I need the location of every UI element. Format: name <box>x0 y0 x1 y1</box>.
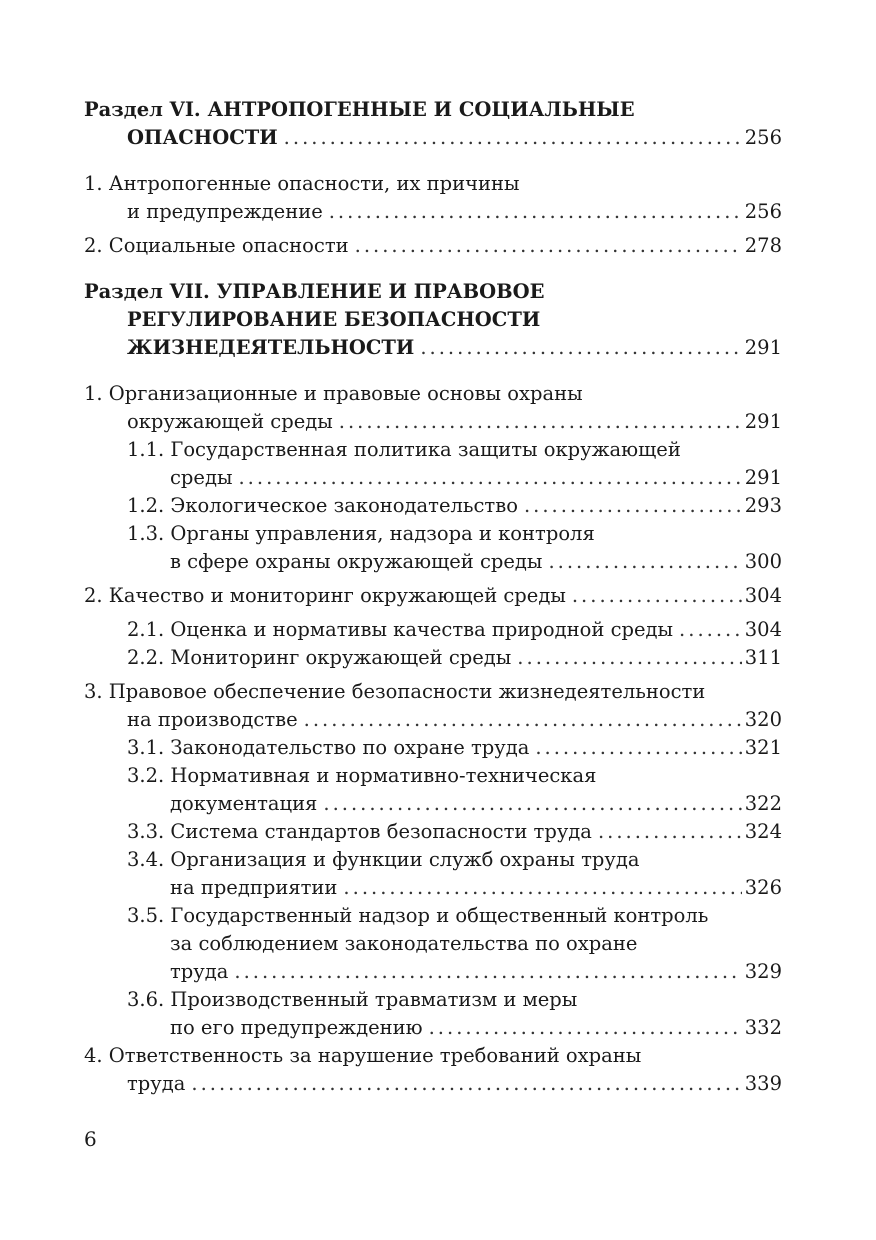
toc-page-number: 256 <box>744 200 782 223</box>
toc-section-vii[interactable] <box>84 278 782 362</box>
toc-line <box>127 734 782 762</box>
toc-page-number: 304 <box>744 584 782 607</box>
toc-line <box>84 170 782 198</box>
dot-leader <box>548 548 741 576</box>
toc-entry[interactable] <box>84 380 782 436</box>
toc-title: 2.1. Оценка и нормативы качества природной среды <box>127 618 674 641</box>
dot-leader <box>524 492 742 520</box>
toc-page-number: 304 <box>744 618 782 641</box>
toc-line <box>84 678 782 706</box>
toc-line <box>127 464 782 492</box>
toc-line <box>84 278 782 306</box>
toc-line <box>127 436 782 464</box>
toc-line <box>84 582 782 610</box>
toc-title: 1.3. Органы управления, надзора и контроля <box>127 522 595 545</box>
toc-page-number: 321 <box>744 736 782 759</box>
toc-title: 3.4. Организация и функции служб охраны труда <box>127 848 640 871</box>
toc-title: по его предупреждению <box>170 1016 423 1039</box>
toc-title: 3.6. Производственный травматизм и меры <box>127 988 578 1011</box>
toc-line <box>84 1070 782 1098</box>
toc-page-number: 256 <box>744 126 782 149</box>
toc-page-number: 293 <box>744 494 782 517</box>
toc-title: труда <box>170 960 229 983</box>
toc-page-number: 311 <box>744 646 782 669</box>
toc-line <box>84 306 782 334</box>
toc-title: 2. Качество и мониторинг окружающей среды <box>84 584 566 607</box>
toc-line <box>127 644 782 672</box>
toc-line <box>84 124 782 152</box>
toc-title: Раздел VII. УПРАВЛЕНИЕ И ПРАВОВОЕ <box>84 280 545 303</box>
toc-line <box>127 846 782 874</box>
toc-title: 3.2. Нормативная и нормативно-техническая <box>127 764 597 787</box>
toc-subentry[interactable] <box>84 436 782 492</box>
dot-leader <box>238 464 741 492</box>
toc-line <box>127 818 782 846</box>
page-number: 6 <box>84 1127 97 1151</box>
toc-subentry[interactable] <box>84 492 782 520</box>
toc-page-number: 291 <box>744 410 782 433</box>
toc-page-number: 278 <box>744 234 782 257</box>
toc-line <box>127 520 782 548</box>
toc-section-vi[interactable] <box>84 96 782 152</box>
toc-subentry[interactable] <box>84 616 782 644</box>
toc-subentry[interactable] <box>84 986 782 1042</box>
toc-title: 3.1. Законодательство по охране труда <box>127 736 530 759</box>
toc-title: в сфере охраны окружающей среды <box>170 550 543 573</box>
toc-page-number: 326 <box>744 876 782 899</box>
dot-leader <box>191 1070 741 1098</box>
dot-leader <box>343 874 741 902</box>
toc-page-number: 339 <box>744 1072 782 1095</box>
dot-leader <box>572 582 742 610</box>
toc-entry[interactable] <box>84 170 782 226</box>
toc-line <box>127 616 782 644</box>
dot-leader <box>429 1014 742 1042</box>
dot-leader <box>339 408 742 436</box>
toc-title: 4. Ответственность за нарушение требований охраны <box>84 1044 642 1067</box>
toc-line <box>127 958 782 986</box>
toc-line <box>127 902 782 930</box>
dot-leader <box>355 232 742 260</box>
toc-page-number: 324 <box>744 820 782 843</box>
dot-leader <box>234 958 741 986</box>
toc-page-number: 300 <box>744 550 782 573</box>
toc-page-number: 329 <box>744 960 782 983</box>
toc-line <box>127 986 782 1014</box>
toc-line <box>84 232 782 260</box>
toc-line <box>127 930 782 958</box>
toc-entry[interactable] <box>84 678 782 734</box>
toc-title: 1. Организационные и правовые основы охраны <box>84 382 583 405</box>
toc-title: Раздел VI. АНТРОПОГЕННЫЕ И СОЦИАЛЬНЫЕ <box>84 98 635 121</box>
toc-title: на производстве <box>127 708 298 731</box>
toc-line <box>127 1014 782 1042</box>
toc-page-number: 332 <box>744 1016 782 1039</box>
toc-line <box>127 874 782 902</box>
toc-page-number: 320 <box>744 708 782 731</box>
toc-line <box>84 1042 782 1070</box>
dot-leader <box>535 734 741 762</box>
dot-leader <box>517 644 741 672</box>
table-of-contents <box>84 96 782 1098</box>
toc-title: 2.2. Мониторинг окружающей среды <box>127 646 512 669</box>
toc-line <box>84 408 782 436</box>
toc-subentry[interactable] <box>84 644 782 672</box>
toc-page-number: 291 <box>744 336 782 359</box>
toc-title: 1.1. Государственная политика защиты окружающей <box>127 438 681 461</box>
toc-title: 3.5. Государственный надзор и общественный контроль <box>127 904 709 927</box>
toc-line <box>84 334 782 362</box>
toc-title: ОПАСНОСТИ <box>127 126 278 149</box>
toc-line <box>84 198 782 226</box>
dot-leader <box>598 818 742 846</box>
toc-title: 2. Социальные опасности <box>84 234 349 257</box>
toc-subentry[interactable] <box>84 846 782 902</box>
toc-line <box>84 380 782 408</box>
toc-line <box>84 96 782 124</box>
toc-page-number: 291 <box>744 466 782 489</box>
toc-subentry[interactable] <box>84 762 782 818</box>
toc-line <box>127 492 782 520</box>
toc-title: 1.2. Экологическое законодательство <box>127 494 518 517</box>
toc-title: труда <box>127 1072 186 1095</box>
toc-title: 1. Антропогенные опасности, их причины <box>84 172 520 195</box>
toc-title: РЕГУЛИРОВАНИЕ БЕЗОПАСНОСТИ <box>127 308 541 331</box>
dot-leader <box>304 706 742 734</box>
toc-subentry[interactable] <box>84 734 782 762</box>
toc-entry[interactable] <box>84 232 782 260</box>
toc-title: за соблюдением законодательства по охране <box>170 932 638 955</box>
dot-leader <box>329 198 742 226</box>
toc-line <box>84 706 782 734</box>
toc-title: среды <box>170 466 233 489</box>
toc-title: на предприятии <box>170 876 338 899</box>
toc-line <box>127 548 782 576</box>
dot-leader <box>420 334 741 362</box>
toc-entry[interactable] <box>84 582 782 610</box>
toc-title: окружающей среды <box>127 410 333 433</box>
toc-title: 3. Правовое обеспечение безопасности жизнедеятельности <box>84 680 706 703</box>
toc-title: и предупреждение <box>127 200 323 223</box>
toc-subentry[interactable] <box>84 520 782 576</box>
dot-leader <box>679 616 742 644</box>
toc-title: ЖИЗНЕДЕЯТЕЛЬНОСТИ <box>127 336 415 359</box>
toc-title: 3.3. Система стандартов безопасности труда <box>127 820 592 843</box>
toc-title: документация <box>170 792 318 815</box>
toc-line <box>127 790 782 818</box>
toc-page-number: 322 <box>744 792 782 815</box>
toc-subentry[interactable] <box>84 902 782 986</box>
toc-subentry[interactable] <box>84 818 782 846</box>
dot-leader <box>284 124 742 152</box>
toc-entry[interactable] <box>84 1042 782 1098</box>
dot-leader <box>323 790 741 818</box>
toc-line <box>127 762 782 790</box>
